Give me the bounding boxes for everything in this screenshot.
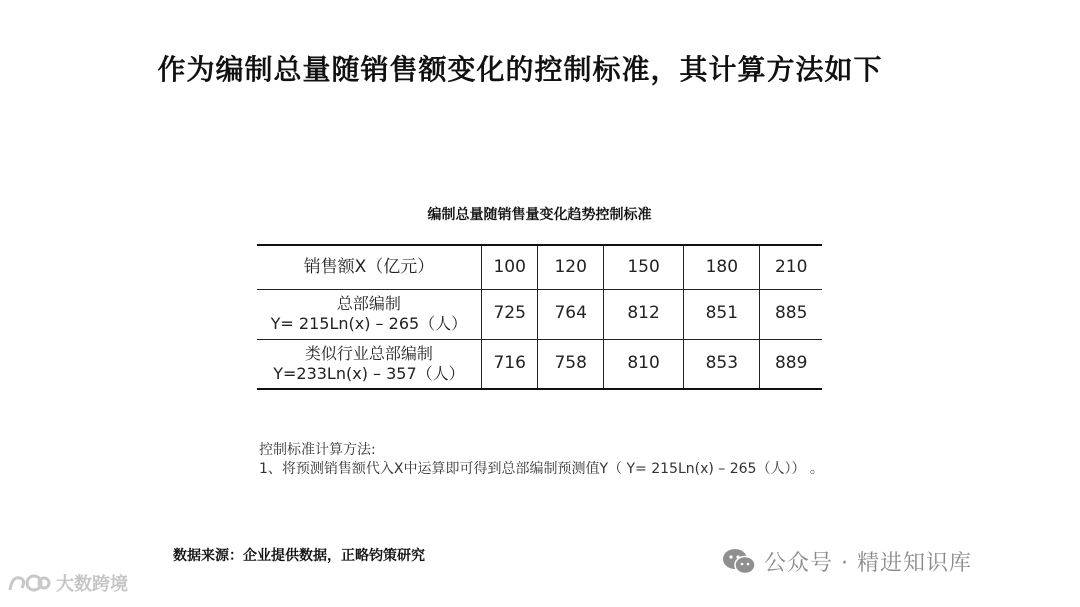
table-cell: 810	[603, 339, 683, 389]
header-value-cell: 210	[760, 245, 822, 289]
row-formula-line: Y= 215Ln(x) – 265（人）	[270, 314, 468, 333]
header-value-cell: 100	[481, 245, 538, 289]
header-value-cell: 120	[538, 245, 603, 289]
notes-line: 1、将预测销售额代入X中运算即可得到总部编制预测值Y（ Y= 215Ln(x) – 265（人）） 。	[259, 461, 824, 477]
wechat-watermark	[722, 546, 972, 577]
row-label-line: 总部编制	[336, 294, 401, 313]
table-row-industry-headcount	[257, 339, 822, 389]
table-cell: 889	[760, 339, 822, 389]
table-cell: 812	[603, 289, 683, 339]
row-formula-line: Y=233Ln(x) – 357（人）	[273, 363, 465, 383]
calculation-notes	[259, 441, 824, 479]
control-standard-table	[257, 244, 822, 390]
table-cell: 764	[538, 289, 603, 339]
table-row-hq-headcount	[257, 289, 822, 339]
wechat-icon	[722, 547, 758, 577]
table-cell: 758	[538, 339, 603, 389]
notes-heading: 控制标准计算方法:	[259, 442, 376, 458]
table-header-row	[257, 245, 822, 289]
table-cell: 725	[481, 289, 538, 339]
table-cell: 716	[481, 339, 538, 389]
wechat-watermark-text: 公众号 · 精进知识库	[764, 551, 972, 576]
brand-watermark	[6, 570, 128, 596]
table-cell: 853	[684, 339, 760, 389]
brand-logo-icon	[6, 570, 52, 596]
row-label-cell	[257, 289, 481, 339]
header-value-cell: 180	[684, 245, 760, 289]
brand-watermark-text: 大数跨境	[56, 574, 128, 595]
table-cell: 851	[684, 289, 760, 339]
slide-title: 作为编制总量随销售额变化的控制标准，其计算方法如下	[157, 53, 883, 86]
data-source: 数据来源：企业提供数据，正略钧策研究	[173, 548, 425, 564]
header-label-cell: 销售额X（亿元）	[257, 245, 481, 289]
row-label-cell	[257, 339, 481, 389]
row-label-line: 类似行业总部编制	[304, 343, 433, 363]
table-caption: 编制总量随销售量变化趋势控制标准	[427, 207, 652, 223]
table-cell: 885	[760, 289, 822, 339]
header-value-cell: 150	[603, 245, 683, 289]
